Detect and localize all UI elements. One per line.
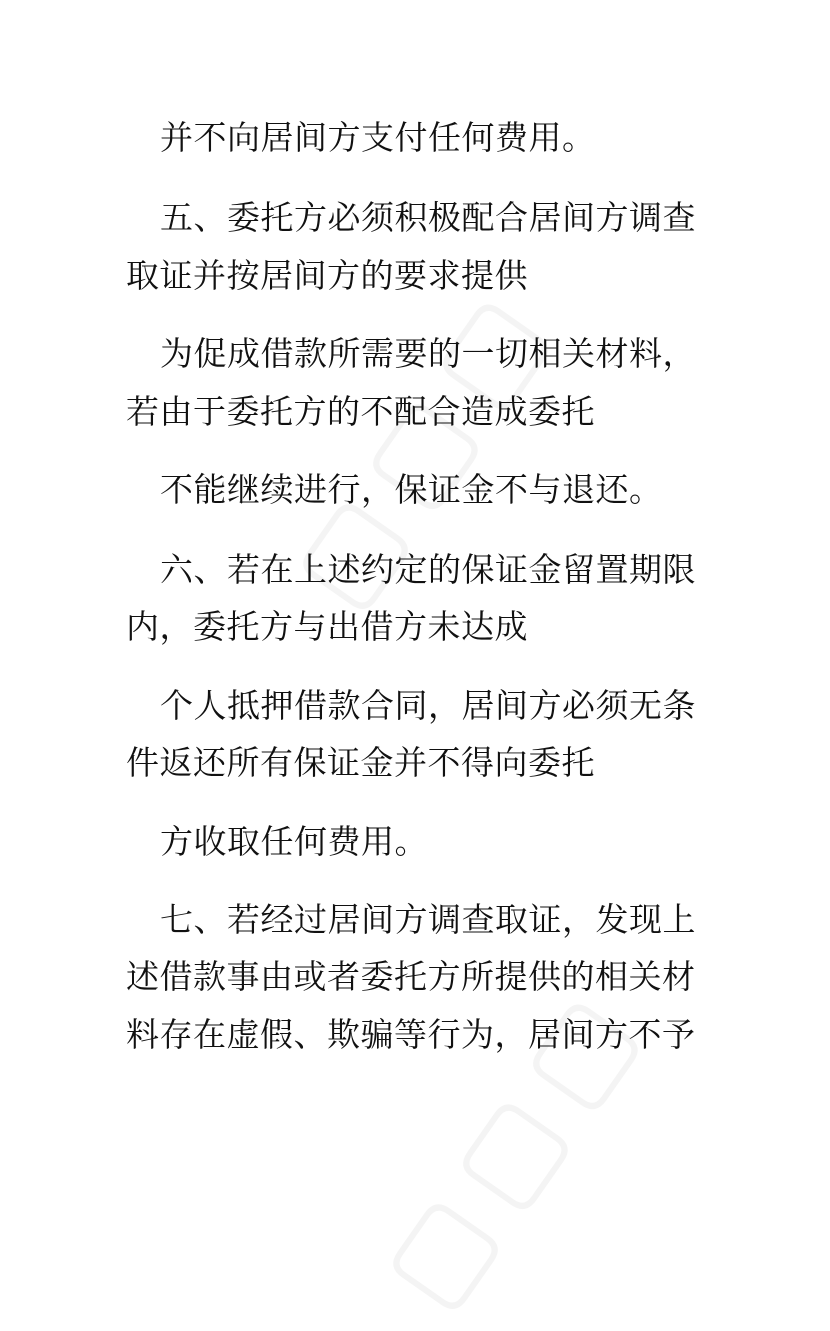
text-line: 方收取任何费用。 xyxy=(160,822,428,861)
text-line: 不能继续进行，保证金不与退还。 xyxy=(160,470,663,509)
text-line: 取证并按居间方的要求提供 xyxy=(126,256,528,295)
watermark xyxy=(356,957,671,1330)
text-line: 若由于委托方的不配合造成委托 xyxy=(126,392,595,431)
text-line: 料存在虚假、欺骗等行为，居间方不予 xyxy=(126,1015,696,1054)
text-line: 并不向居间方支付任何费用。 xyxy=(160,118,596,157)
text-line: 件返还所有保证金并不得向委托 xyxy=(126,743,595,782)
text-line: 个人抵押借款合同，居间方必须无条 xyxy=(160,686,696,725)
text-line: 内，委托方与出借方未达成 xyxy=(126,607,528,646)
text-line: 七、若经过居间方调查取证，发现上 xyxy=(160,900,696,939)
text-line: 为促成借款所需要的一切相关材料， xyxy=(160,334,696,373)
text-line: 五、委托方必须积极配合居间方调查 xyxy=(160,198,696,237)
text-line: 述借款事由或者委托方所提供的相关材 xyxy=(126,957,696,996)
text-line: 六、若在上述约定的保证金留置期限 xyxy=(160,550,696,589)
